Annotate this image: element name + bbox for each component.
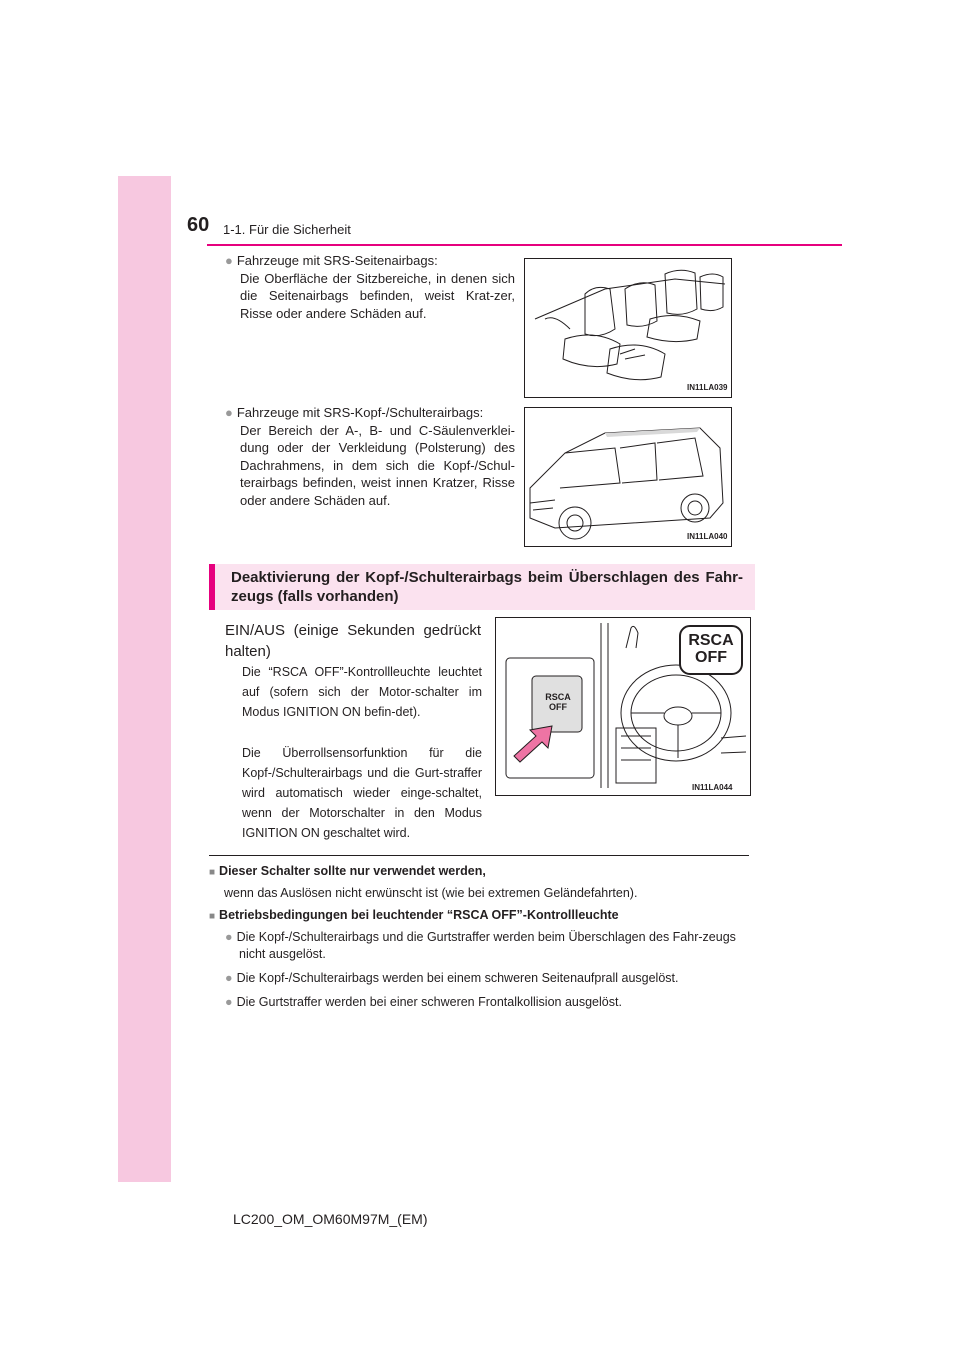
item-body: Der Bereich der A-, B- und C-Säulenverklei-dung oder der Verkleidung (Polsterung) des Dachrahmens, in dem sich die Kopf-/Schul-terairbags befinden, weist innen Kratzer, Risse oder andere Schäden auf.: [240, 422, 515, 508]
switch-label: RSCA OFF: [545, 692, 571, 712]
note-operating-conditions: ■ Betriebsbedingungen bei leuchtender “RSCA OFF”-Kontrollleuchte ● Die Kopf-/Schulterairbags und die Gurtstraffer werden beim Überschlagen des Fahr-zeugs nicht ausgelöst. ● Die Kopf-/Schulterairbags werden bei einem schweren Seitenaufprall ausgelöst. ● Die Gurtstraffer werden bei einer schweren Frontalkollision ausgelöst.: [209, 907, 749, 1011]
seats-illustration: [525, 259, 731, 397]
note-switch-use: ■ Dieser Schalter sollte nur verwendet werden, wenn das Auslösen nicht erwünscht ist (wie bei extremen Geländefahrten).: [209, 864, 638, 900]
rsca-off-indicator-label: RSCA OFF: [688, 632, 734, 666]
step-instruction: EIN/AUS (einige Sekunden gedrückt halten): [225, 622, 481, 660]
list-item: ● Die Kopf-/Schulterairbags und die Gurtstraffer werden beim Überschlagen des Fahr-zeugs nicht ausgelöst.: [225, 930, 736, 961]
item-side-airbags: [225, 252, 515, 322]
item-curtain-airbags: [225, 404, 515, 509]
list-item: ● Die Kopf-/Schulterairbags werden bei einem schweren Seitenaufprall ausgelöst.: [225, 971, 679, 985]
item-title: Fahrzeuge mit SRS-Kopf-/Schulterairbags:: [236, 405, 484, 420]
section-banner: [209, 564, 755, 610]
item-body: Die Oberfläche der Sitzbereiche, in denen sich die Seitenairbags befinden, weist Krat-zer, Risse oder andere Schäden auf.: [240, 270, 515, 321]
figure-vehicle: [524, 407, 732, 547]
figure-code: IN11LA044: [692, 783, 733, 792]
square-bullet-icon: ■: [209, 911, 216, 922]
section-title: 1-1. Für die Sicherheit: [223, 222, 351, 237]
footer-code: LC200_OM_OM60M97M_(EM): [233, 1211, 428, 1227]
page-sidebar-tab: [118, 176, 171, 1182]
figure-code: IN11LA039: [687, 383, 728, 392]
figure-code: IN11LA040: [687, 532, 728, 541]
figure-seats: [524, 258, 732, 398]
vehicle-illustration: [525, 408, 731, 546]
notes-divider: [209, 855, 749, 856]
page-number: 60: [187, 214, 210, 236]
figure-rsca-switch: [495, 617, 751, 796]
header-rule: [207, 244, 842, 246]
banner-title: Deaktivierung der Kopf-/Schulterairbags beim Überschlagen des Fahr-zeugs (falls vorhanden): [231, 569, 743, 605]
item-title: Fahrzeuge mit SRS-Seitenairbags:: [236, 253, 438, 268]
bullet-icon: ●: [225, 405, 233, 420]
step-note-2: Die Überrollsensorfunktion für die Kopf-/Schulterairbags und die Gurt-straffer wird automatisch wieder einge-schaltet, wenn der Motorschalter in den Modus IGNITION ON geschaltet wird.: [242, 746, 482, 840]
step-note-1: Die “RSCA OFF”-Kontrollleuchte leuchtet auf (sofern sich der Motor-schalter im Modus IGNITION ON befin-det).: [242, 665, 482, 719]
list-item: ● Die Gurtstraffer werden bei einer schweren Frontalkollision ausgelöst.: [225, 995, 622, 1009]
bullet-icon: ●: [225, 253, 233, 268]
square-bullet-icon: ■: [209, 867, 216, 878]
